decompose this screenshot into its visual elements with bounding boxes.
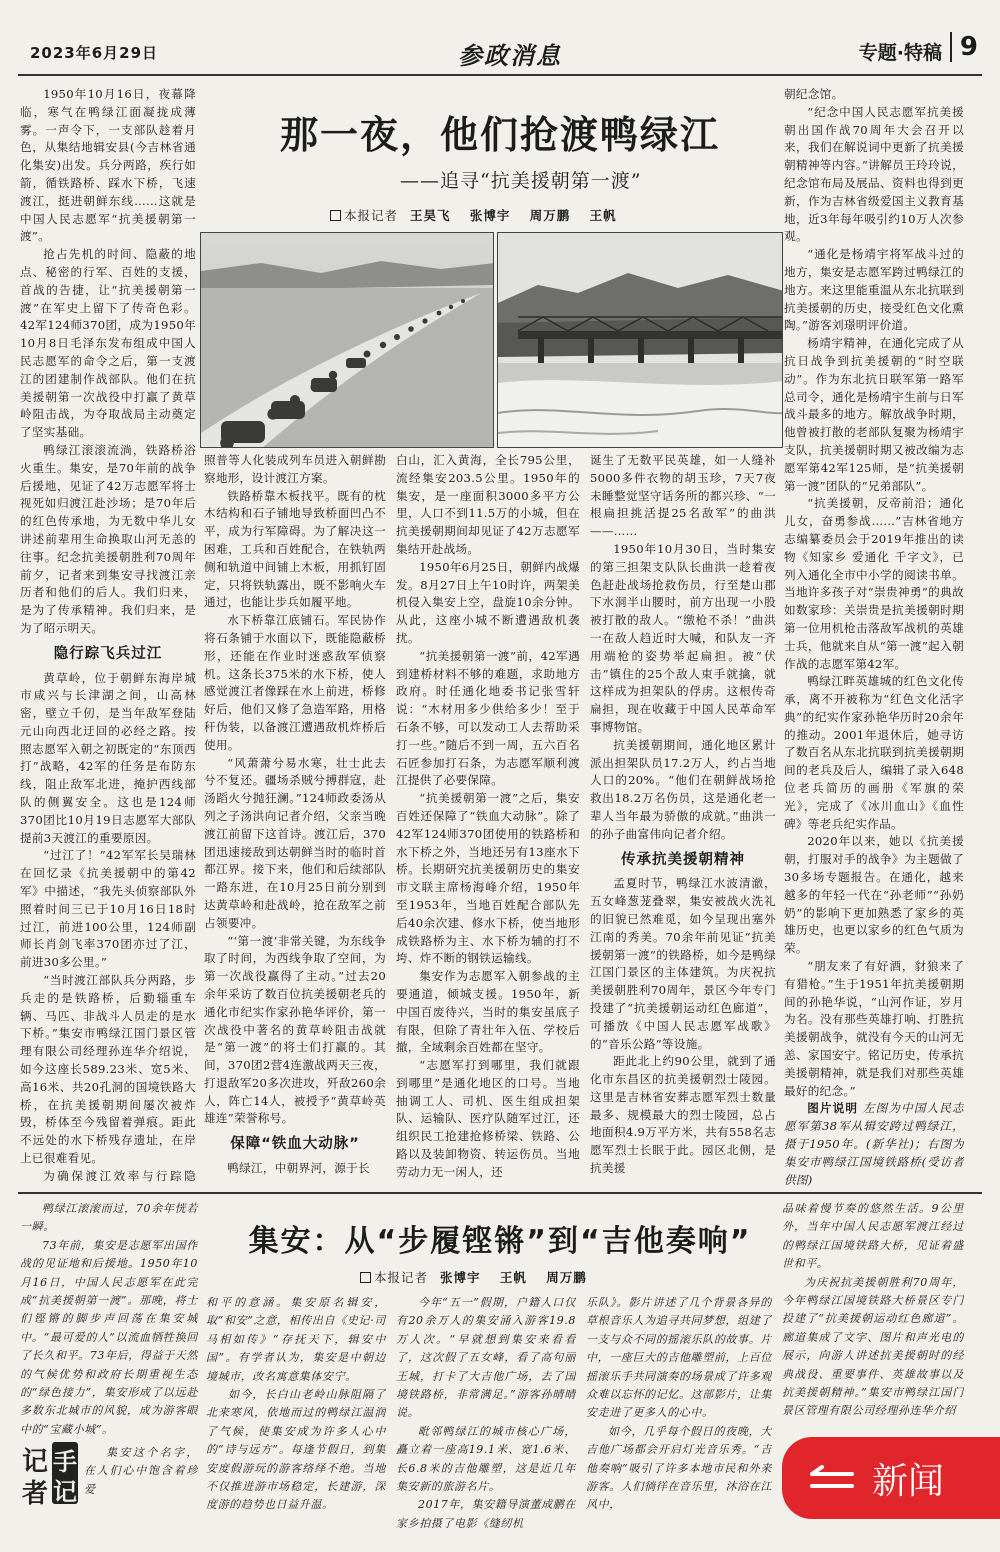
paragraph: 73年前，集安是志愿军出国作战的见证地和后援地。1950年10月16日，中国人民志愿军在此完成“抗美援朝第一渡”。那晚，将士们铿锵的脚步声回荡在集安城中。“最可爱的人”以流血牺牲换回了长久和平。73年后，得益于天然的气候优势和政府长期重视生态的“绿色接力”，集安形成了以远赴多数东北城市的风貌，成为游客眼中的“宝藏小城”。 xyxy=(20,1238,198,1436)
railway-bridge-image xyxy=(498,233,783,448)
paragraph: 鸭绿江，中朝界河，源于长 xyxy=(227,1161,370,1176)
paragraph: 为确保渡江效率与行踪隐 xyxy=(43,1168,196,1183)
news-app-badge[interactable] xyxy=(782,1437,1000,1519)
reporter-notes-logo xyxy=(18,1440,80,1510)
paragraph: 集安这个名字，在人们心中饱含着珍爱 xyxy=(84,1446,198,1496)
article2-column-1 xyxy=(20,1200,198,1436)
article2-column-2 xyxy=(206,1294,386,1540)
paragraph: 今年“五一”假期，户籍人口仅有20余万人的集安涌入游客19.8万人次。“早就想到集安来看看了，这次假了五女峰，看了高句丽王城，打卡了大吉他广场，去了国境铁路桥，非常满足。”游客孙晴晴说。 xyxy=(396,1296,576,1420)
article-column-1 xyxy=(20,86,196,1186)
article2-column-4 xyxy=(586,1294,772,1540)
article-subtitle: ——追寻“抗美援朝第一渡” xyxy=(400,170,642,192)
paragraph: 距此北上约90公里，就到了通化市东昌区的抗美援朝烈士陵园。这里是吉林省安葬志愿军烈士数量最多、规模最大的烈士陵园，总占地面积4.9万平方米，共有558名志愿军烈士长眠于此。园区北侧，是抗美援 xyxy=(590,1054,776,1176)
section-heading: 保障“铁血大动脉” xyxy=(230,1136,360,1153)
issue-date: 2023年6月29日 xyxy=(30,44,159,62)
paragraph: 杨靖宇精神，在通化完成了从抗日战争到抗美援朝的“时空联动”。作为东北抗日联军第一路军总司令，通化是杨靖宇生前与日军战斗最多的地方。解放战争时期，他曾被打散的老部队复聚为杨靖宇支队，抗美援朝时期又被改编为志愿军第42军125师，是“抗美援朝第一渡”团队的“兄弟部队”。 xyxy=(784,336,964,493)
masthead-rule xyxy=(18,74,982,76)
section-divider xyxy=(18,1192,982,1194)
photo-railway-bridge xyxy=(497,232,783,448)
article-byline xyxy=(330,206,617,224)
article-column-5 xyxy=(784,86,964,1186)
troops-crossing-image xyxy=(201,233,494,448)
svg-text:记: 记 xyxy=(22,1447,49,1477)
svg-text:手: 手 xyxy=(53,1448,77,1476)
article2-byline xyxy=(360,1268,587,1286)
paragraph: 2017年，集安籍导演董成鹏在家乡拍摄了电影《缝纫机 xyxy=(396,1498,576,1530)
svg-text:记: 记 xyxy=(53,1478,77,1506)
paragraph: “‘第一渡’非常关键，为东线争取了时间，为西线争取了空间，为第一次战役赢得了主动。”过去20余年采访了数百位抗美援朝老兵的通化市纪实作家孙艳华评价，第一次战役中著名的黄草岭阻击战就是“第一渡”的将士们打赢的。其间，370团2营4连激战两天三夜，打退敌军20多次进攻，歼敌260余人，阵亡14人，被授予“黄草岭英雄连”荣誉称号。 xyxy=(204,933,386,1126)
swap-arrows-icon xyxy=(810,1465,854,1495)
paragraph: “志愿军打到哪里，我们就跟到哪里”是通化地区的口号。当地抽调工人、司机、医生组成担架队、运输队、医疗队随军过江，还组织民工抢建抢修桥梁、铁路、公路以及装卸物资、转运伤员。当地劳动力无一闲人，还 xyxy=(396,1058,580,1179)
byline-box-icon xyxy=(360,1272,371,1283)
section-name: 专题·特稿 xyxy=(858,42,942,64)
paragraph: 1950年6月25日，朝鲜内战爆发。8月27日上午10时许，两架美机侵入集安上空，盘旋10余分钟。从此，这座小城不断遭遇敌机袭扰。 xyxy=(396,559,580,645)
paragraph: “过江了！”42军军长吴瑞林在回忆录《抗美援朝中的第42军》中描述，“我先头侦察部队外照着时间三已于10月16日18时过江，前进100公里，124师副师长肖剑飞率370团亦过了江，前进30多公里。” xyxy=(20,848,196,970)
paragraph: “抗美援朝第一渡”之后，集安百姓还保障了“铁血大动脉”。除了42军124师370团使用的铁路桥和水下桥之外，当地还另有13座水下桥。长期研究抗美援朝历史的集安市文联主席杨海峰介绍，1950年至1953年，当地百姓配合部队先后40余次建、修水下桥，使当地形成铁路桥为主、水下桥为辅的打不垮、炸不断的钢铁运输线。 xyxy=(396,791,580,966)
caption-text: 左图为中国人民志愿军第38军从辑安跨过鸭绿江，摄于1950年。(新华社)；右图为集安市鸭绿江国境铁路桥(受访者供图) xyxy=(784,1101,964,1186)
paragraph: 朝纪念馆。 xyxy=(784,87,844,101)
paragraph: “当时渡江部队兵分两路，步兵走的是铁路桥，后勤辎重车辆、马匹、非战斗人员走的是水下桥。”集安市鸭绿江国门景区管理有限公司经理孙连华介绍说，如今这座长589.23米、宽5米、高16米、共20孔洞的国境铁路大桥，在抗美援朝期间屡次被炸毁，桥体至今残留着弹痕。距此不远处的水下桥残存遗址，在岸上已很难看见。 xyxy=(20,973,196,1166)
paragraph: 集安作为志愿军入朝参战的主要通道，倾城支援。1950年，新中国百废待兴，当时的集安虽底子有限，但除了青壮年入伍、学校后撤，全域剩余百姓都在坚守。 xyxy=(396,969,580,1055)
article-column-4 xyxy=(590,452,776,1186)
article2-column-5 xyxy=(782,1200,964,1432)
paragraph: 乐队》。影片讲述了几个背景各异的草根音乐人为追寻共同梦想，组建了一支与众不同的摇滚乐队的故事。片中，一座巨大的吉他雕塑前，上百位摇滚乐手共同演奏的场景成了许多观众难以忘怀的记忆。这部影片，让集安走进了更多人的心中。 xyxy=(586,1296,772,1420)
byline-label: 本报记者 xyxy=(374,1270,429,1285)
paragraph: “朋友来了有好酒，豺狼来了有猎枪。”生于1951年抗美援朝期间的孙艳华说，“山河作证，岁月为名。没有那些英雄打响、打胜抗美援朝战争，就没有今天的山河无恙、家国安宁。铭记历史，传承抗美援朝精神，就是我们对那些英雄最好的纪念。” xyxy=(784,959,964,1098)
photo-caption xyxy=(784,1100,964,1186)
paragraph: 如今，长白山老岭山脉阻隔了北来寒风，依地而过的鸭绿江温润了气候，使集安成为许多人心中的“诗与远方”。每逢节假日，到集安度假游玩的游客络绎不绝。当地不仅推进游市场稳定，长建游，深度游的趋势也日益升温。 xyxy=(206,1388,386,1512)
svg-text:者: 者 xyxy=(22,1479,49,1509)
paragraph: 诞生了无数平民英雄，如一人缝补5000多件衣物的胡玉珍，7天7夜未睡整觉坚守话务所的都兴珍、“一根扁担挑活提25名敌军”的曲洪——…… xyxy=(590,453,776,539)
paragraph: 白山，汇入黄海，全长795公里，流经集安203.5公里。1950年的集安，是一座面积3000多平方公里，人口不到11.5万的小城，但在抗美援朝期间却见证了42万志愿军集结开赴战场。 xyxy=(396,453,580,556)
byline-names: 张博宇 王帆 周万鹏 xyxy=(440,1270,587,1285)
paragraph: 孟夏时节，鸭绿江水波清澈，五女峰葱茏叠翠，集安被战火洗礼的旧貌已然难觅，如今呈现出塞外江南的秀美。70余年前见证“抗美援朝第一渡”的铁路桥，如今是鸭绿江国门景区的主体建筑。为庆祝抗美援朝胜利70周年，景区今年专门投建了“抗美援朝运动红色廊道”，可播放《中国人民志愿军战歌》的“音乐公路”等设施。 xyxy=(590,876,776,1051)
paragraph: 鸭绿江畔英雄城的红色文化传承，离不开被称为“红色文化活字典”的纪实作家孙艳华历时20余年的推动。2001年退休后，她寻访了数百名从东北抗联到抗美援朝期间的老兵及后人，编辑了录入648位老兵简历的画册《军旗的荣光》，完成了《冰川血山》《血性碑》等老兵纪实作品。 xyxy=(784,674,964,831)
article-title: 那一夜，他们抢渡鸭绿江 xyxy=(279,113,720,157)
reporter-notes-stamp xyxy=(18,1440,80,1510)
paragraph: 和平的意涵。集安原名辑安，取“和安”之意，相传出自《史记·司马相如传》“存抚天下，辑安中国”。有学者认为，集安是中朝边境城市，改名寓意集体安宁。 xyxy=(206,1296,386,1383)
section-heading: 传承抗美援朝精神 xyxy=(621,851,745,868)
section-heading: 隐行踪飞兵过江 xyxy=(53,645,163,662)
article-column-2 xyxy=(204,452,386,1186)
article2-column-3 xyxy=(396,1294,576,1540)
photo-troops-crossing xyxy=(200,232,494,448)
paragraph: 抗美援朝期间，通化地区累计派出担架队员17.2万人，约占当地人口的20%。“他们在朝鲜战场抢救出18.2万名伤员，这是通化老一辈人当年最为骄傲的成就。”曲洪一的孙子曲富伟向记者介绍。 xyxy=(590,737,776,841)
paragraph: 抢占先机的时间、隐蔽的地点、秘密的行军、百姓的支援，首战的告捷，让“抗美援朝第一渡”在军史上留下了传奇色彩。42军124师370团，成为1950年10月8日毛泽东发布组成中国人民志愿军的命令之后，第一支渡江的团建制作战部队。他们在抗美援朝第一次战役中打赢了黄草岭阻击战，为夺取战局主动奠定了坚实基础。 xyxy=(20,247,196,440)
paragraph: 铁路桥靠木板找平。既有的枕木结构和石子铺地导致桥面凹凸不平，成为行军障碍。为了解决这一困难，工兵和百姓配合，在铁轨两侧和轨道中间铺上木板，用抓钉固定，只将铁轨露出，既不影响火车通过，也能让步兵如履平地。 xyxy=(204,488,386,610)
paragraph: “通化是杨靖宇将军战斗过的地方，集安是志愿军跨过鸭绿江的地方。来这里能重温从东北抗联到抗美援朝的历史，接受红色文化熏陶。”游客刘璟明评价道。 xyxy=(784,247,964,333)
newspaper-name: 参政消息 xyxy=(458,41,562,70)
article-column-3 xyxy=(396,452,580,1186)
article2-column-1b xyxy=(84,1444,198,1540)
paragraph: 鸭绿江滚滚而过，70余年恍若一瞬。 xyxy=(20,1202,198,1234)
caption-label: 图片说明 xyxy=(807,1101,859,1116)
paragraph: 1950年10月16日，夜幕降临，寒气在鸭绿江面凝拢成薄雾。一声令下，一支部队趁着月色，从集结地辑安县(今吉林省通化集安)出发。兵分两路，疾行如箭，循铁路桥、踩水下桥，飞速渡江，挺进朝鲜东线……这就是中国人民志愿军“抗美援朝第一渡”。 xyxy=(20,87,196,244)
masthead xyxy=(18,32,982,72)
paragraph: 品味着慢节奏的悠然生活。9公里外，当年中国人民志愿军渡江经过的鸭绿江国境铁路大桥，见证着盛世和平。 xyxy=(782,1202,964,1271)
news-app-label: 新闻 xyxy=(872,1460,945,1502)
paragraph: “纪念中国人民志愿军抗美援朝出国作战70周年大会召开以来，我们在解说词中更新了抗美援朝精神等内容。”讲解员王玲玲说，纪念馆布局及展品、资料也得到更新，作为吉林省级爱国主义教育基地，近3年每年吸引约10万人次参观。 xyxy=(784,104,964,244)
paragraph: 为庆祝抗美援朝胜利70周年，今年鸭绿江国境铁路大桥景区专门投建了“抗美援朝运动红色廊道”。廊道集成了文字、图片和声光电的展示，向游人讲述抗美援朝时的经典战役、重要事件、英雄故事以及抗美援朝精神。”集安市鸭绿江国门景区管理有限公司经理孙连华介绍 xyxy=(782,1275,964,1418)
news-app-icon xyxy=(810,1463,854,1493)
paragraph: “风萧萧兮易水寒，壮士此去兮不复还。疆场杀贼兮搏群寇，赴汤蹈火兮抛狂澜。”124师政委汤从列之子汤洪向记者介绍，父亲当晚渡江前留下这首诗。渡江后，370团迅速接敌到达朝鲜当时的临时首都江界。接下来，他们和后续部队一路东进，在10月25日前分别到达黄草岭和赴战岭，抢在敌军之前占领要冲。 xyxy=(204,755,386,930)
paragraph: 毗邻鸭绿江的城市核心广场，矗立着一座高19.1米、宽1.6米、长6.8米的吉他雕塑，这是近几年集安新的旅游名片。 xyxy=(396,1424,576,1494)
paragraph: 鸭绿江滚滚流淌，铁路桥浴火重生。集安，是70年前的战争后援地，见证了42万志愿军将士视死如归渡江赴沙场；是70年后的红色传承地，为无数中华儿女讲述前辈用生命换取山河无恙的往事。纪念抗美援朝胜利70周年前夕，记者来到集安寻找渡江亲历者和他们的后人。我们归来，是为了传承精神。我们归来，是为了昭示明天。 xyxy=(20,442,196,635)
page-number: 9 xyxy=(950,32,978,62)
byline-names: 王昊飞 张博宇 周万鹏 王帆 xyxy=(410,208,617,223)
article2-title: 集安：从“步履铿锵”到“吉他奏响” xyxy=(248,1224,752,1259)
paragraph: 黄草岭，位于朝鲜东海岸城市咸兴与长津湖之间，山高林密，壁立千仞，是当年敌军登陆元山向西北迂回的必经之路。按照志愿军入朝之初既定的“东顶西打”战略，42军的任务是布防东线，阻止敌军北进，掩护西线部队的侧翼安全。这也是124师370团比10月19日志愿军大部队提前3天渡江的重要原因。 xyxy=(20,670,196,845)
paragraph: 水下桥靠江底铺石。军民协作将石条铺于水面以下，既能隐蔽桥形，还能在作业时迷惑敌军侦察机。这条长375米的水下桥，使人感觉渡江者像踩在水上前进，桥修好后，他们又修了急造军路，用格秆伪装，以备渡江遭遇敌机炸桥后使用。 xyxy=(204,613,386,752)
paragraph: “抗美援朝第一渡”前，42军遇到建桥材料不够的难题，求助地方政府。时任通化地委书记张雪轩说：“木材用多少供给多少！至于石条不够，可以发动工人去帮助采打一些。”随后不到一周，五六百名石匠参加打石条，为志愿军顺利渡江提供了必要保障。 xyxy=(396,648,580,788)
paragraph: 照普等人化装成列车员进入朝鲜勘察地形，设计渡江方案。 xyxy=(204,453,386,485)
byline-box-icon xyxy=(330,210,341,221)
paragraph: 1950年10月30日，当时集安的第三担架支队队长曲洪一趁着夜色赶赴战场抢救伤员，行至楚山郡下水洞半山腰时，前方出现一小股被打散的敌人。“缴枪不杀！”曲洪一在敌人趋近时大喊，和队友一齐用端枪的姿势举起扁担。被“伏击”镇住的25个敌人束手就擒，就这样成为担架队的俘虏。这根传奇扁担，现在收藏于中国人民革命军事博物馆。 xyxy=(590,541,776,734)
paragraph: “抗美援朝，反帝前沿；通化儿女，奋勇参战……”吉林省地方志编纂委员会于2019年推出的读物《知家乡 爱通化 千字文》，已列入通化全市中小学的阅读书单。当地许多孩子对“崇贵神勇”的典故如数家珍：关崇贵是抗美援朝时期第一位用机枪击落敌军战机的英雄士兵，他就来自从“第一渡”起入朝作战的志愿军第42军。 xyxy=(784,496,964,671)
paragraph: 如今，几乎每个假日的夜晚，大吉他广场都会开启灯光音乐秀。“吉他奏响”吸引了许多本地市民和外来游客。人们徜徉在音乐里，沐浴在江风中， xyxy=(586,1424,772,1512)
paragraph: 2020年以来，她以《抗美援朝，打服对手的战争》为主题做了30多场专题报告。在通化，越来越多的年轻一代在“孙老师”“孙奶奶”的影响下更加熟悉了家乡的英雄历史，也更以家乡的红色气质为荣。 xyxy=(784,834,964,956)
byline-label: 本报记者 xyxy=(344,208,399,223)
